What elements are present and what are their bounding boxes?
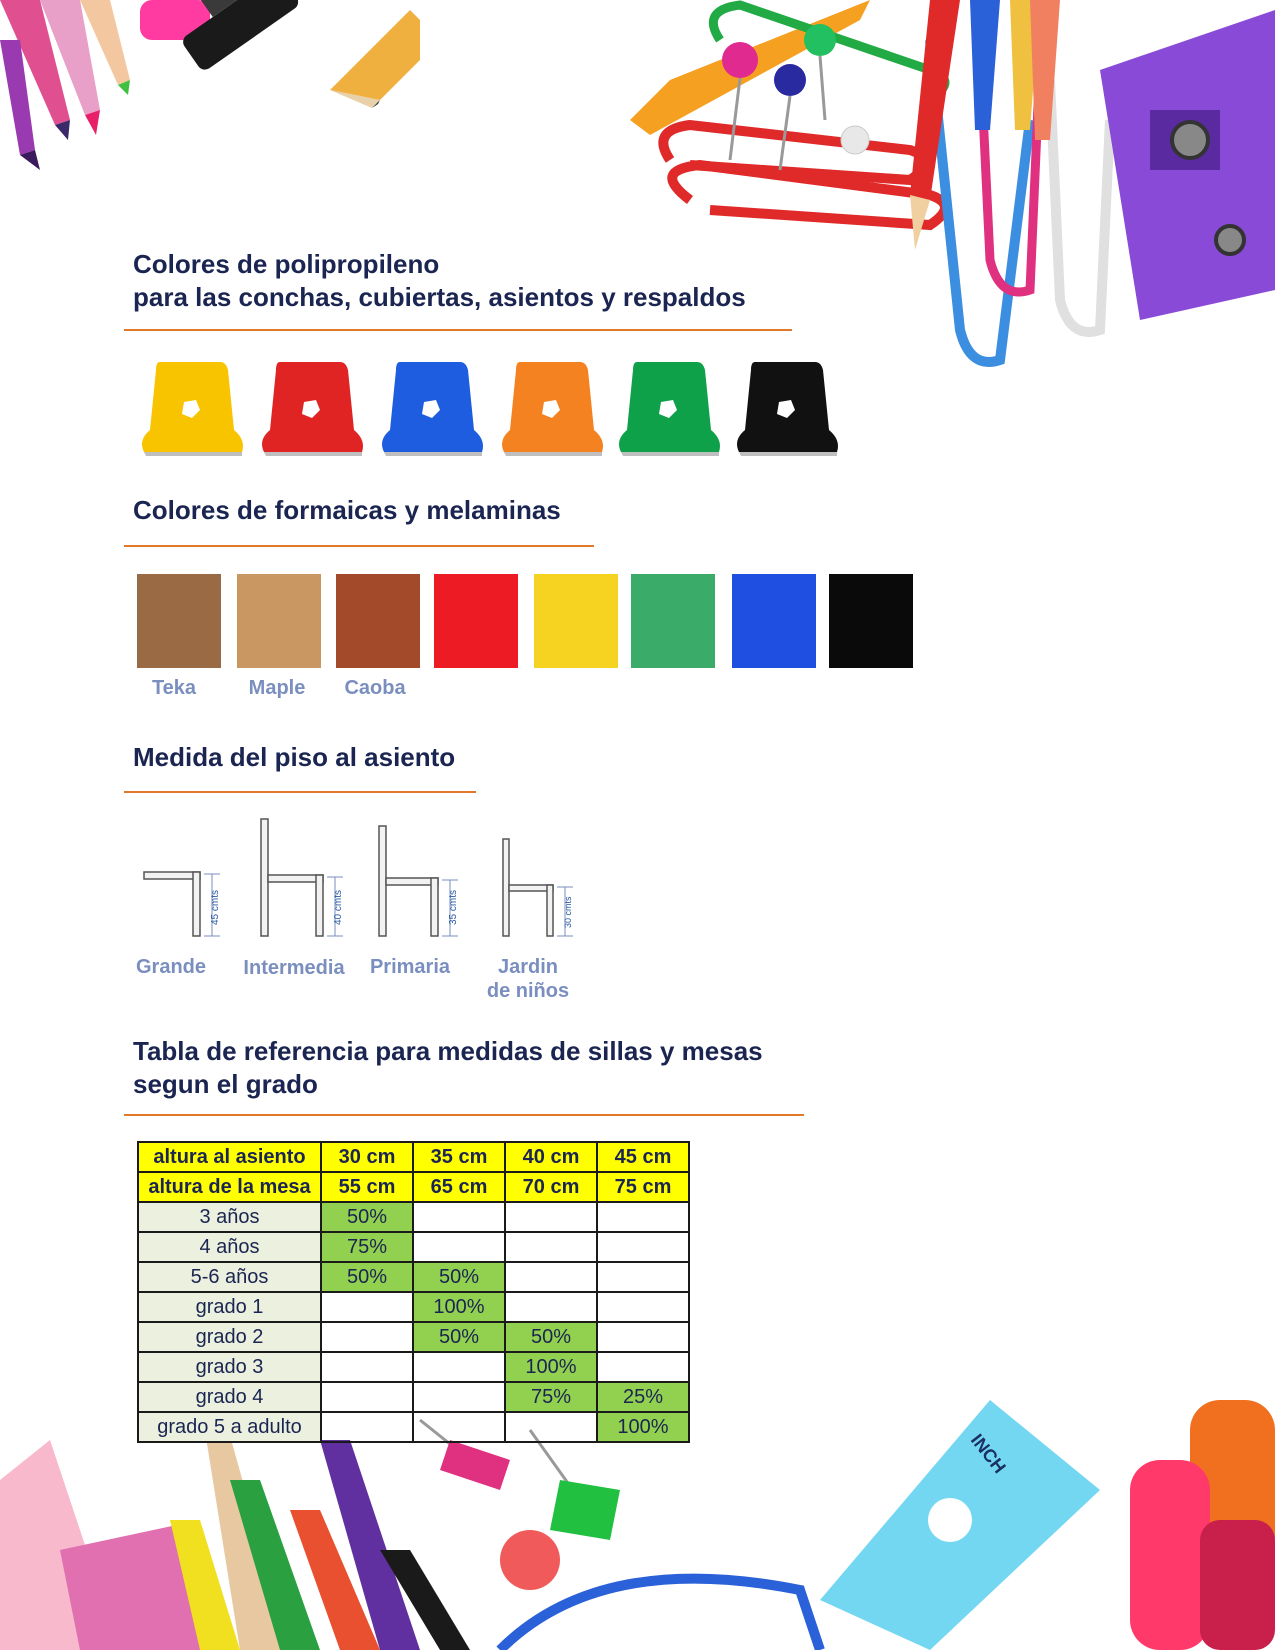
table-cell: 75% <box>505 1382 597 1412</box>
table-header-row <box>138 1142 689 1172</box>
table-cell <box>321 1292 413 1322</box>
table-cell: 50% <box>413 1322 505 1352</box>
table-header-cell: 45 cm <box>597 1142 689 1172</box>
table-row <box>138 1292 689 1322</box>
table-cell <box>413 1412 505 1442</box>
primaria-measure: 35 cmts <box>448 889 459 925</box>
laminate-swatch-8 <box>829 574 913 668</box>
table-header-label: altura de la mesa <box>138 1172 321 1202</box>
chair-label-jardin <box>478 955 578 1003</box>
table-cell <box>597 1292 689 1322</box>
table-row-label: grado 2 <box>138 1322 321 1352</box>
table-cell: 25% <box>597 1382 689 1412</box>
shell-swatch-5 <box>615 360 725 460</box>
laminate-swatch-7 <box>732 574 816 668</box>
table-row-label: grado 3 <box>138 1352 321 1382</box>
table-cell <box>413 1352 505 1382</box>
laminate-swatch-1 <box>137 574 221 668</box>
tabla-title-line2: segun el grado <box>133 1069 318 1099</box>
grande-measure: 45 cmts <box>210 889 221 925</box>
table-row <box>138 1412 689 1442</box>
table-cell: 50% <box>413 1262 505 1292</box>
laminate-label-caoba: Caoba <box>344 677 406 699</box>
shell-swatch-2 <box>258 360 368 460</box>
table-row <box>138 1232 689 1262</box>
laminate-label-teka: Teka <box>151 677 197 699</box>
table-cell: 100% <box>505 1352 597 1382</box>
jardin-measure: 30 cmts <box>563 896 573 928</box>
table-header-cell: 70 cm <box>505 1172 597 1202</box>
chair-label-intermedia: Intermedia <box>243 957 345 979</box>
clips-pins-top-right-decoration <box>630 0 1275 390</box>
polipropileno-divider <box>124 329 792 331</box>
table-cell: 50% <box>321 1262 413 1292</box>
table-cell: 75% <box>321 1232 413 1262</box>
intermedia-measure: 40 cmts <box>333 889 344 925</box>
shell-swatch-6 <box>733 360 843 460</box>
tabla-divider <box>124 1114 804 1116</box>
table-cell <box>321 1322 413 1352</box>
polipropileno-title-line2: para las conchas, cubiertas, asientos y respaldos <box>133 282 746 312</box>
chair-diagram-intermedia <box>255 815 355 940</box>
table-cell: 50% <box>505 1322 597 1352</box>
table-row-label: 3 años <box>138 1202 321 1232</box>
laminate-swatch-3 <box>336 574 420 668</box>
laminate-swatch-5 <box>534 574 618 668</box>
shell-swatch-3 <box>378 360 488 460</box>
table-cell <box>597 1232 689 1262</box>
formaicas-heading: Colores de formaicas y melaminas <box>133 495 561 525</box>
table-cell <box>413 1202 505 1232</box>
table-row <box>138 1352 689 1382</box>
laminate-label-maple: Maple <box>248 677 306 699</box>
table-header-cell: 55 cm <box>321 1172 413 1202</box>
chair-label-jardin-line2: de niños <box>486 980 570 1002</box>
formaicas-divider <box>124 545 594 547</box>
table-cell <box>505 1292 597 1322</box>
tabla-heading <box>133 1035 763 1101</box>
table-cell: 50% <box>321 1202 413 1232</box>
table-row <box>138 1382 689 1412</box>
table-row-label: grado 4 <box>138 1382 321 1412</box>
table-header-cell: 35 cm <box>413 1142 505 1172</box>
table-row-label: 4 años <box>138 1232 321 1262</box>
table-row-label: grado 5 a adulto <box>138 1412 321 1442</box>
table-row-label: grado 1 <box>138 1292 321 1322</box>
laminate-swatch-2 <box>237 574 321 668</box>
chair-diagram-jardin <box>497 835 582 940</box>
shell-swatch-1 <box>138 360 248 460</box>
table-row-label: 5-6 años <box>138 1262 321 1292</box>
chair-label-grande: Grande <box>135 956 207 978</box>
table-cell <box>413 1232 505 1262</box>
chair-diagram-primaria <box>373 822 468 940</box>
table-row <box>138 1262 689 1292</box>
medida-divider <box>124 791 476 793</box>
chair-label-primaria: Primaria <box>369 956 451 978</box>
table-cell <box>597 1322 689 1352</box>
medida-heading: Medida del piso al asiento <box>133 742 456 772</box>
ruler-unit-label: INCH <box>966 1430 1010 1478</box>
table-cell <box>321 1382 413 1412</box>
pencils-top-left-decoration <box>0 0 420 180</box>
reference-table <box>137 1141 690 1443</box>
table-header-label: altura al asiento <box>138 1142 321 1172</box>
chair-label-jardin-line1: Jardin <box>497 956 559 978</box>
table-cell: 100% <box>413 1292 505 1322</box>
table-header-row <box>138 1172 689 1202</box>
chair-diagram-grande <box>140 860 235 940</box>
table-cell <box>505 1262 597 1292</box>
table-header-cell: 40 cm <box>505 1142 597 1172</box>
table-cell: 100% <box>597 1412 689 1442</box>
table-cell <box>597 1202 689 1232</box>
table-header-cell: 65 cm <box>413 1172 505 1202</box>
polipropileno-title-line1: Colores de polipropileno <box>133 249 440 279</box>
table-cell <box>505 1202 597 1232</box>
table-cell <box>321 1352 413 1382</box>
polipropileno-heading <box>133 248 746 314</box>
table-header-cell: 30 cm <box>321 1142 413 1172</box>
table-cell <box>505 1232 597 1262</box>
table-cell <box>413 1382 505 1412</box>
table-header-cell: 75 cm <box>597 1172 689 1202</box>
laminate-swatch-4 <box>434 574 518 668</box>
table-cell <box>597 1352 689 1382</box>
table-cell <box>597 1262 689 1292</box>
shell-swatch-4 <box>498 360 608 460</box>
table-cell <box>321 1412 413 1442</box>
table-cell <box>505 1412 597 1442</box>
table-row <box>138 1202 689 1232</box>
table-row <box>138 1322 689 1352</box>
laminate-swatch-6 <box>631 574 715 668</box>
tabla-title-line1: Tabla de referencia para medidas de sillas y mesas <box>133 1036 763 1066</box>
